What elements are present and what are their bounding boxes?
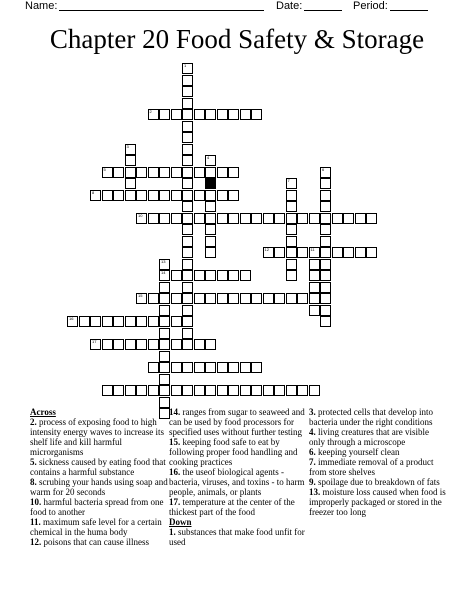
grid-cell[interactable] (194, 293, 205, 304)
grid-cell[interactable] (171, 270, 182, 281)
grid-cell[interactable] (171, 385, 182, 396)
grid-cell[interactable] (194, 109, 205, 120)
grid-cell[interactable] (159, 328, 170, 339)
grid-cell[interactable] (159, 293, 170, 304)
grid-cell[interactable] (309, 305, 320, 316)
grid-cell[interactable] (113, 190, 124, 201)
grid-cell[interactable] (320, 282, 331, 293)
grid-cell[interactable] (125, 144, 136, 155)
grid-cell[interactable] (355, 213, 366, 224)
grid-cell[interactable] (79, 316, 90, 327)
grid-cell[interactable] (113, 385, 124, 396)
grid-cell[interactable] (205, 213, 216, 224)
down-clue: 1. substances that make food unfit for used (169, 527, 305, 547)
grid-cell[interactable] (309, 259, 320, 270)
grid-cell[interactable] (320, 259, 331, 270)
grid-cell[interactable] (194, 385, 205, 396)
grid-clue-number: 10 (138, 212, 143, 218)
grid-clue-number: 3 (126, 143, 129, 149)
grid-cell[interactable] (90, 190, 101, 201)
grid-clue-number: 12 (264, 247, 269, 252)
grid-cell[interactable] (136, 316, 147, 327)
grid-cell[interactable] (182, 213, 193, 224)
grid-cell-blocked (205, 178, 216, 189)
grid-cell[interactable] (148, 362, 159, 373)
down-clue: 6. keeping yourself clean (309, 447, 400, 457)
grid-clue-number: 17 (92, 339, 97, 344)
grid-cell[interactable] (320, 236, 331, 247)
grid-cell[interactable] (217, 167, 228, 178)
grid-cell[interactable] (113, 316, 124, 327)
grid-cell[interactable] (320, 224, 331, 235)
grid-cell[interactable] (171, 293, 182, 304)
grid-cell[interactable] (263, 385, 274, 396)
grid-cell[interactable] (136, 213, 147, 224)
grid-cell[interactable] (182, 270, 193, 281)
grid-cell[interactable] (309, 247, 320, 258)
grid-cell[interactable] (148, 339, 159, 350)
grid-cell[interactable] (217, 213, 228, 224)
grid-cell[interactable] (251, 109, 262, 120)
grid-cell[interactable] (251, 385, 262, 396)
grid-cell[interactable] (205, 201, 216, 212)
across-heading: Across (30, 407, 56, 417)
name-label: Name: (25, 0, 58, 12)
grid-cell[interactable] (159, 397, 170, 408)
grid-cell[interactable] (228, 362, 239, 373)
grid-cell[interactable] (194, 190, 205, 201)
across-clue: 2. process of exposing food to high intensity energy waves to increase its shelf life and kill harmful microrganisms (30, 417, 165, 457)
grid-cell[interactable] (240, 293, 251, 304)
grid-cell[interactable] (90, 339, 101, 350)
grid-cell[interactable] (182, 167, 193, 178)
grid-cell[interactable] (240, 270, 251, 281)
grid-cell[interactable] (274, 247, 285, 258)
grid-cell[interactable] (286, 259, 297, 270)
across-clue: 15. keeping food safe to eat by following proper food handling and cooking practices (169, 437, 298, 467)
grid-cell[interactable] (286, 190, 297, 201)
across-clue: 16. the useof biological agents - bacteria, viruses, and toxins - to harm people, animals, or plants (169, 467, 305, 497)
grid-cell[interactable] (205, 224, 216, 235)
period-label: Period: (353, 0, 388, 12)
grid-cell[interactable] (240, 362, 251, 373)
grid-cell[interactable] (286, 385, 297, 396)
grid-cell[interactable] (205, 385, 216, 396)
grid-cell[interactable] (159, 351, 170, 362)
grid-cell[interactable] (182, 282, 193, 293)
grid-cell[interactable] (228, 167, 239, 178)
across-clue: 8. scrubing your hands using soap and warm for 20 seconds (30, 477, 168, 497)
grid-cell[interactable] (182, 305, 193, 316)
grid-cell[interactable] (182, 385, 193, 396)
grid-cell[interactable] (182, 316, 193, 327)
grid-cell[interactable] (320, 213, 331, 224)
grid-cell[interactable] (159, 270, 170, 281)
grid-cell[interactable] (102, 316, 113, 327)
grid-cell[interactable] (136, 293, 147, 304)
clues-column-1 (30, 407, 168, 547)
grid-cell[interactable] (182, 144, 193, 155)
grid-cell[interactable] (148, 109, 159, 120)
grid-cell[interactable] (228, 385, 239, 396)
across-clue: 10. harmful bacteria spread from one food to another (30, 497, 164, 517)
grid-cell[interactable] (182, 109, 193, 120)
grid-cell[interactable] (217, 385, 228, 396)
grid-cell[interactable] (171, 213, 182, 224)
grid-cell[interactable] (320, 201, 331, 212)
clues-column-2 (169, 407, 307, 547)
grid-cell[interactable] (205, 155, 216, 166)
grid-cell[interactable] (90, 316, 101, 327)
grid-cell[interactable] (320, 293, 331, 304)
grid-clue-number: 7 (287, 178, 290, 183)
across-clue: 11. maximum safe level for a certain chemical in the huma body (30, 517, 162, 537)
grid-cell[interactable] (217, 293, 228, 304)
grid-cell[interactable] (217, 270, 228, 281)
grid-cell[interactable] (274, 293, 285, 304)
grid-cell[interactable] (309, 293, 320, 304)
grid-cell[interactable] (205, 339, 216, 350)
grid-cell[interactable] (205, 362, 216, 373)
grid-cell[interactable] (67, 316, 78, 327)
grid-cell[interactable] (159, 305, 170, 316)
date-label: Date: (276, 0, 303, 12)
grid-clue-number: 15 (138, 293, 143, 298)
grid-cell[interactable] (251, 293, 262, 304)
grid-cell[interactable] (320, 270, 331, 281)
grid-cell[interactable] (320, 305, 331, 316)
grid-cell[interactable] (182, 293, 193, 304)
grid-cell[interactable] (194, 213, 205, 224)
grid-cell[interactable] (251, 362, 262, 373)
grid-cell[interactable] (102, 190, 113, 201)
grid-cell[interactable] (159, 374, 170, 385)
grid-cell[interactable] (171, 109, 182, 120)
grid-cell[interactable] (263, 293, 274, 304)
grid-cell[interactable] (182, 362, 193, 373)
grid-cell[interactable] (297, 213, 308, 224)
down-clue: 13. moisture loss caused when food is improperly packaged or stored in the freezer too long (309, 487, 446, 517)
grid-clue-number: 2 (149, 109, 152, 114)
grid-cell[interactable] (205, 236, 216, 247)
grid-cell[interactable] (136, 190, 147, 201)
grid-cell[interactable] (205, 270, 216, 281)
grid-cell[interactable] (366, 213, 377, 224)
grid-clue-number: 4 (207, 155, 210, 160)
page-title: Chapter 20 Food Safety & Storage (49, 24, 425, 54)
grid-cell[interactable] (228, 270, 239, 281)
grid-cell[interactable] (228, 109, 239, 120)
down-clue: 7. immediate removal of a product from store shelves (309, 457, 434, 477)
grid-cell[interactable] (194, 167, 205, 178)
grid-cell[interactable] (125, 190, 136, 201)
grid-cell[interactable] (286, 224, 297, 235)
grid-cell[interactable] (148, 385, 159, 396)
grid-cell[interactable] (159, 167, 170, 178)
grid-clue-number: 5 (103, 166, 106, 172)
grid-cell[interactable] (286, 270, 297, 281)
grid-cell[interactable] (286, 247, 297, 258)
grid-cell[interactable] (217, 190, 228, 201)
grid-cell[interactable] (148, 190, 159, 201)
grid-cell[interactable] (217, 109, 228, 120)
across-clue: 5. sickness caused by eating food that contains a harmful substance (30, 457, 166, 477)
grid-cell[interactable] (182, 98, 193, 109)
grid-cell[interactable] (366, 247, 377, 258)
grid-cell[interactable] (182, 339, 193, 350)
grid-clue-number: 8 (92, 189, 95, 195)
grid-cell[interactable] (320, 316, 331, 327)
grid-cell[interactable] (205, 293, 216, 304)
grid-cell[interactable] (102, 339, 113, 350)
across-clue: 12. poisons that can cause illness (30, 537, 149, 547)
grid-cell[interactable] (182, 132, 193, 143)
grid-cell[interactable] (182, 63, 193, 74)
grid-cell[interactable] (125, 385, 136, 396)
grid-clue-number: 11 (310, 247, 315, 252)
grid-cell[interactable] (125, 167, 136, 178)
grid-cell[interactable] (205, 109, 216, 120)
grid-cell[interactable] (332, 213, 343, 224)
grid-cell[interactable] (171, 362, 182, 373)
grid-cell[interactable] (320, 190, 331, 201)
grid-cell[interactable] (274, 213, 285, 224)
grid-cell[interactable] (159, 362, 170, 373)
grid-cell[interactable] (171, 167, 182, 178)
grid-cell[interactable] (102, 385, 113, 396)
grid-cell[interactable] (159, 316, 170, 327)
grid-cell[interactable] (136, 167, 147, 178)
grid-cell[interactable] (159, 109, 170, 120)
grid-cell[interactable] (286, 293, 297, 304)
grid-clue-number: 14 (161, 270, 166, 275)
grid-cell[interactable] (182, 236, 193, 247)
grid-cell[interactable] (228, 190, 239, 201)
grid-cell[interactable] (148, 293, 159, 304)
grid-cell[interactable] (251, 213, 262, 224)
grid-cell[interactable] (205, 247, 216, 258)
grid-cell[interactable] (286, 178, 297, 189)
grid-cell[interactable] (159, 190, 170, 201)
grid-clue-number: 6 (322, 166, 325, 172)
grid-cell[interactable] (182, 328, 193, 339)
grid-clue-number: 1 (184, 63, 187, 68)
grid-cell[interactable] (320, 247, 331, 258)
grid-cell[interactable] (286, 213, 297, 224)
grid-cell[interactable] (343, 213, 354, 224)
grid-cell[interactable] (159, 259, 170, 270)
grid-cell[interactable] (125, 178, 136, 189)
grid-cell[interactable] (320, 178, 331, 189)
grid-clue-number: 13 (161, 258, 166, 264)
grid-cell[interactable] (182, 190, 193, 201)
grid-cell[interactable] (297, 385, 308, 396)
grid-cell[interactable] (148, 167, 159, 178)
grid-cell[interactable] (263, 213, 274, 224)
grid-cell[interactable] (240, 213, 251, 224)
grid-cell[interactable] (125, 316, 136, 327)
clues-column-3 (309, 407, 447, 517)
grid-cell[interactable] (205, 167, 216, 178)
grid-cell[interactable] (171, 339, 182, 350)
grid-cell[interactable] (182, 155, 193, 166)
grid-cell[interactable] (320, 167, 331, 178)
grid-cell[interactable] (309, 282, 320, 293)
grid-cell[interactable] (159, 282, 170, 293)
grid-cell[interactable] (136, 339, 147, 350)
grid-cell[interactable] (113, 339, 124, 350)
grid-cell[interactable] (297, 293, 308, 304)
grid-cell[interactable] (102, 167, 113, 178)
grid-cell[interactable] (205, 190, 216, 201)
grid-cell[interactable] (171, 316, 182, 327)
grid-clue-number: 16 (69, 316, 74, 321)
down-clue: 3. protected cells that develop into bacteria under the right conditions (309, 407, 433, 427)
grid-cell[interactable] (355, 247, 366, 258)
grid-cell[interactable] (228, 213, 239, 224)
grid-cell[interactable] (194, 339, 205, 350)
grid-cell[interactable] (136, 385, 147, 396)
down-clue: 9. spoilage due to breakdown of fats (309, 477, 440, 487)
grid-cell[interactable] (159, 339, 170, 350)
grid-cell[interactable] (240, 109, 251, 120)
grid-cell[interactable] (182, 259, 193, 270)
grid-cell[interactable] (182, 247, 193, 258)
grid-cell[interactable] (309, 385, 320, 396)
grid-cell[interactable] (159, 385, 170, 396)
grid-cell[interactable] (228, 293, 239, 304)
grid-cell[interactable] (217, 362, 228, 373)
across-clue: 14. ranges from sugar to seaweed and can be used by food processors for specified uses without further testing (169, 407, 305, 437)
grid-cell[interactable] (182, 224, 193, 235)
grid-cell[interactable] (286, 201, 297, 212)
grid-cell[interactable] (309, 270, 320, 281)
grid-cell[interactable] (182, 75, 193, 86)
grid-cell[interactable] (194, 362, 205, 373)
grid-cell[interactable] (343, 247, 354, 258)
grid-cell[interactable] (297, 247, 308, 258)
across-clue: 17. temperature at the center of the thickest part of the food (169, 497, 295, 517)
down-heading: Down (169, 517, 192, 527)
grid-cell[interactable] (309, 213, 320, 224)
grid-cell[interactable] (274, 385, 285, 396)
grid-cell[interactable] (159, 213, 170, 224)
grid-cell[interactable] (171, 190, 182, 201)
grid-cell[interactable] (286, 236, 297, 247)
grid-cell[interactable] (148, 213, 159, 224)
grid-cell[interactable] (182, 86, 193, 97)
grid-cell[interactable] (332, 247, 343, 258)
grid-cell[interactable] (263, 247, 274, 258)
grid-cell[interactable] (113, 167, 124, 178)
grid-cell[interactable] (148, 316, 159, 327)
grid-cell[interactable] (194, 270, 205, 281)
grid-cell[interactable] (125, 155, 136, 166)
grid-cell[interactable] (240, 385, 251, 396)
grid-cell[interactable] (125, 339, 136, 350)
down-clue: 4. living creatures that are visible only through a microscope (309, 427, 429, 447)
grid-cell[interactable] (182, 178, 193, 189)
grid-cell[interactable] (182, 201, 193, 212)
grid-cell[interactable] (182, 121, 193, 132)
